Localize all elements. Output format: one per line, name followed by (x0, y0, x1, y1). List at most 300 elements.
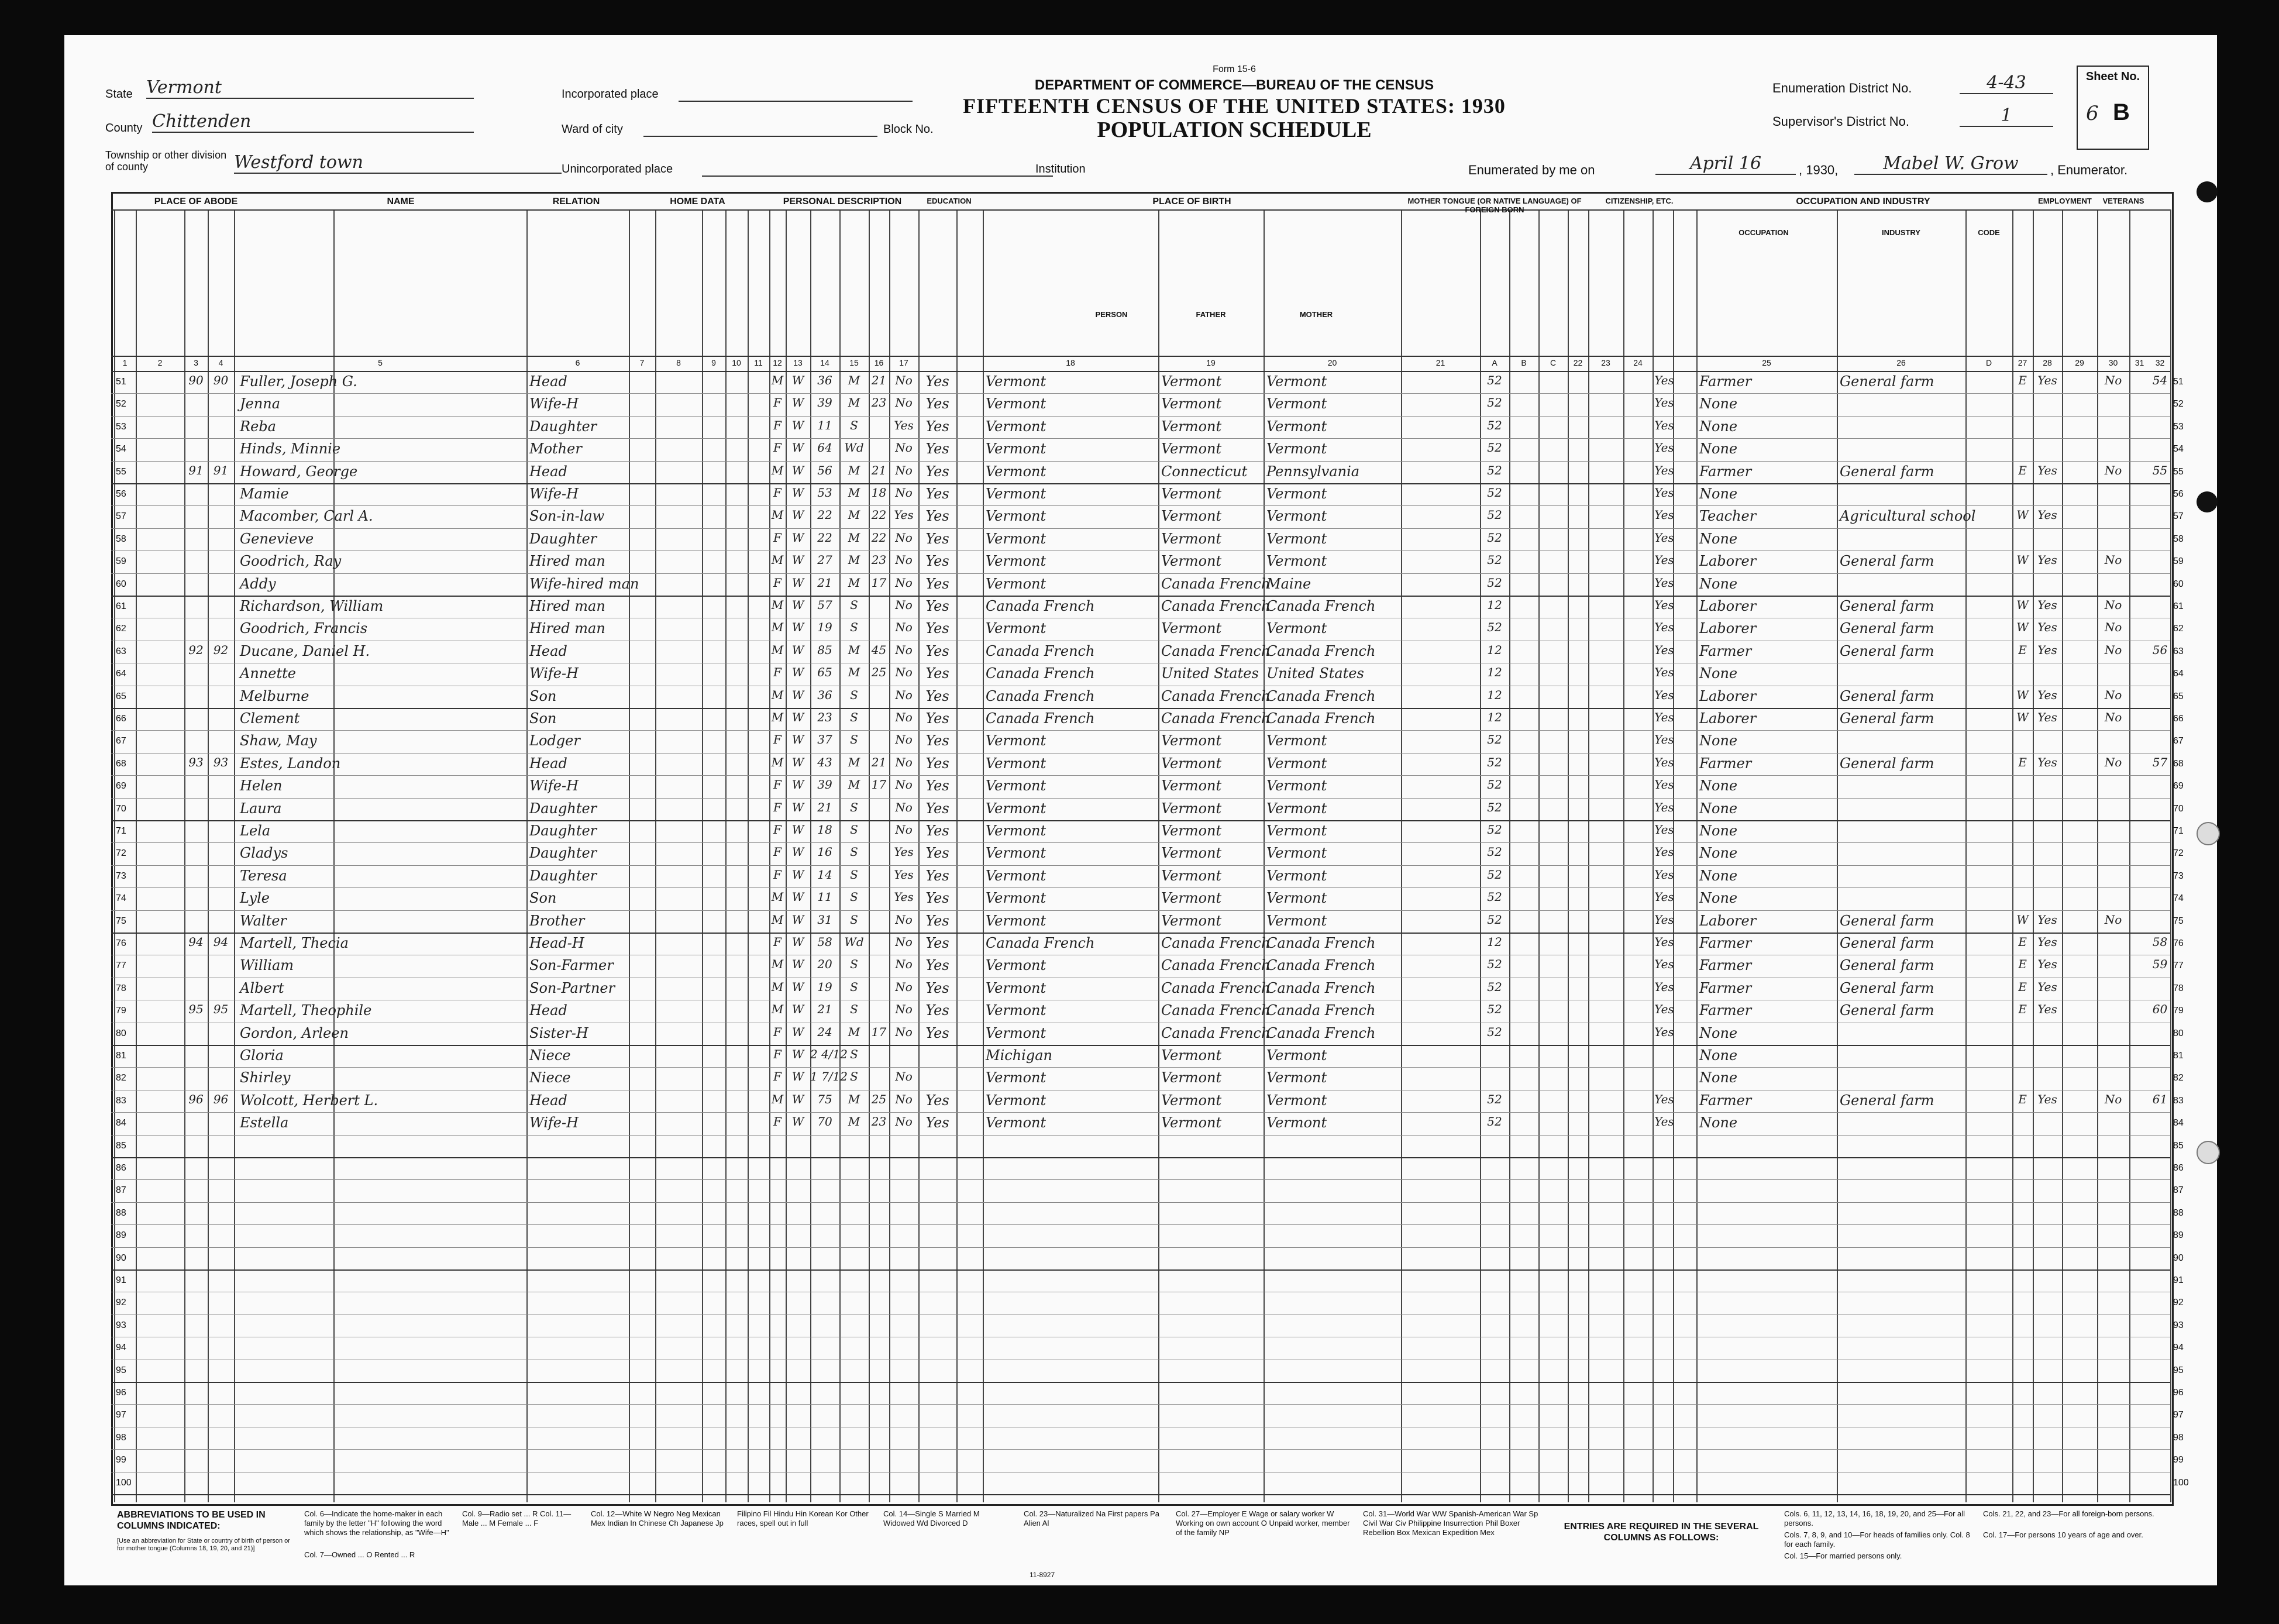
cell-bp: Vermont (986, 957, 1046, 974)
cell-age: 21 (817, 575, 832, 590)
cell-eng: Yes (1654, 508, 1674, 522)
cell-occ: Laborer (1699, 912, 1757, 929)
abbrev-col12b: Filipino Fil Hindu Hin Korean Kor Other races, spell out in full (737, 1509, 869, 1527)
cell-rel: Son-Farmer (529, 957, 614, 974)
cell-name: Albert (240, 979, 284, 996)
cell-sex: M (771, 463, 784, 477)
cell-fbp: Canada French (1161, 1024, 1271, 1041)
cell-emp: Yes (2037, 935, 2057, 949)
cell-cls: E (2018, 642, 2027, 657)
cell-bp: Vermont (986, 890, 1046, 907)
cell-code: 52 (1487, 395, 1502, 410)
cell-fbp: Vermont (1161, 845, 1222, 862)
cell-mbp: Canada French (1266, 687, 1376, 704)
line-number: 81 (116, 1051, 126, 1061)
cell-mar: S (850, 890, 858, 904)
cell-age: 22 (817, 530, 832, 545)
table-row (64, 550, 2217, 573)
line-number: 65 (116, 691, 126, 701)
cell-age: 24 (817, 1024, 832, 1039)
column-number: 17 (899, 358, 908, 367)
line-number: 64 (2173, 669, 2184, 679)
table-row (64, 753, 2217, 775)
cell-race: W (791, 935, 804, 949)
line-number: 84 (116, 1118, 126, 1128)
cell-fbp: Vermont (1161, 1047, 1222, 1064)
cell-mar: S (850, 1069, 858, 1084)
cell-mar: S (850, 1002, 858, 1017)
cell-emp: Yes (2037, 373, 2057, 387)
column-number: 8 (676, 358, 681, 367)
cell-race: W (791, 777, 804, 792)
cell-code: 52 (1487, 979, 1502, 994)
cell-occ: None (1699, 867, 1738, 884)
cell-name: Goodrich, Ray (240, 553, 342, 570)
cell-name: Annette (240, 665, 296, 682)
cell-fbp: Vermont (1161, 867, 1222, 884)
abbrev-col14: Col. 14—Single S Married M Widowed Wd Divorced D (883, 1509, 980, 1527)
cell-occ: Farmer (1699, 979, 1752, 996)
cell-code: 52 (1487, 508, 1502, 522)
cell-mar: M (848, 642, 860, 657)
cell-read: Yes (925, 845, 949, 862)
cell-sex: F (773, 1047, 782, 1061)
cell-age: 2 4/12 (810, 1047, 848, 1061)
cell-mar: S (850, 823, 858, 837)
abbrev-col12: Col. 12—White W Negro Neg Mexican Mex Indian In Chinese Ch Japanese Jp (591, 1509, 724, 1527)
cell-sch: No (895, 957, 913, 972)
line-number: 80 (2173, 1028, 2184, 1038)
cell-mbp: Vermont (1266, 732, 1327, 749)
cell-name: Martell, Thecia (240, 935, 349, 951)
line-number: 74 (2173, 893, 2184, 904)
cell-race: W (791, 441, 804, 455)
cell-name: Genevieve (240, 530, 314, 547)
cell-cls: W (2016, 710, 2029, 724)
cell-vet: No (2104, 687, 2122, 702)
table-row (64, 573, 2217, 596)
column-number: 10 (732, 358, 741, 367)
cell-eng: Yes (1654, 463, 1674, 477)
cell-farm: 58 (2152, 935, 2168, 949)
cell-race: W (791, 463, 804, 477)
cell-code: 52 (1487, 553, 1502, 567)
cell-sch: No (895, 463, 913, 477)
cell-ind: General farm (1840, 979, 1934, 996)
cell-rel: Head (529, 1092, 567, 1109)
enumerator-name: Mabel W. Grow (1854, 153, 2047, 175)
table-row (64, 461, 2217, 483)
cell-read: Yes (925, 935, 949, 951)
line-number: 90 (116, 1253, 126, 1263)
state-label: State (105, 88, 133, 101)
cell-sch: No (895, 732, 913, 747)
cell-code: 52 (1487, 463, 1502, 477)
row-rule (111, 1157, 2170, 1158)
cell-bp: Vermont (986, 1002, 1046, 1019)
cell-bp: Vermont (986, 441, 1046, 457)
cell-eng: Yes (1654, 687, 1674, 702)
cell-agem: 18 (871, 486, 887, 500)
cell-rel: Wife-H (529, 1114, 579, 1131)
column-number: 4 (218, 358, 223, 367)
cell-cls: E (2018, 935, 2027, 949)
cell-mbp: Vermont (1266, 867, 1327, 884)
cell-sch: No (895, 1069, 913, 1084)
line-number: 76 (2173, 938, 2184, 948)
cell-sex: M (771, 912, 784, 927)
cell-occ: Farmer (1699, 935, 1752, 951)
cell-emp: Yes (2037, 755, 2057, 769)
table-row (64, 596, 2217, 618)
cell-bp: Canada French (986, 598, 1095, 614)
cell-age: 75 (817, 1092, 832, 1106)
line-number: 68 (2173, 758, 2184, 769)
cell-agem: 23 (871, 1114, 887, 1129)
cell-rel: Son-Partner (529, 979, 615, 996)
cell-read: Yes (925, 530, 949, 547)
cell-fam: 91 (213, 463, 229, 477)
cell-name: Richardson, William (240, 598, 384, 614)
cell-ind: General farm (1840, 373, 1934, 390)
cell-occ: None (1699, 1024, 1738, 1041)
cell-bp: Vermont (986, 732, 1046, 749)
group-citizenship: CITIZENSHIP, ETC. (1605, 197, 1674, 205)
cell-eng: Yes (1654, 912, 1674, 927)
cell-eng: Yes (1654, 530, 1674, 545)
sd-label: Supervisor's District No. (1772, 114, 1910, 129)
cell-sch: No (895, 486, 913, 500)
column-number: 12 (773, 358, 782, 367)
cell-sex: F (773, 935, 782, 949)
cell-cls: E (2018, 957, 2027, 972)
cell-rel: Daughter (529, 845, 597, 862)
cell-age: 21 (817, 1002, 832, 1017)
cell-fam: 95 (213, 1002, 229, 1017)
column-number: 30 (2108, 358, 2118, 367)
cell-fbp: Vermont (1161, 1069, 1222, 1086)
cell-code: 52 (1487, 486, 1502, 500)
cell-read: Yes (925, 441, 949, 457)
line-number: 61 (2173, 601, 2184, 611)
cell-age: 16 (817, 845, 832, 859)
group-place-of-abode: PLACE OF ABODE (154, 197, 238, 207)
cell-sex: F (773, 665, 782, 680)
line-number: 99 (116, 1455, 126, 1465)
cell-bp: Vermont (986, 373, 1046, 390)
cell-rel: Head (529, 642, 567, 659)
cell-mbp: Canada French (1266, 642, 1376, 659)
sheet-number: 6 (2086, 102, 2099, 125)
cell-bp: Vermont (986, 418, 1046, 435)
cell-emp: Yes (2037, 620, 2057, 635)
cell-eng: Yes (1654, 665, 1674, 680)
cell-rel: Hired man (529, 598, 605, 614)
cell-age: 11 (817, 890, 832, 904)
cell-mar: M (848, 486, 860, 500)
cell-farm: 56 (2152, 642, 2168, 657)
line-number: 86 (2173, 1163, 2184, 1173)
ward-label: Ward of city (562, 123, 623, 136)
cell-fbp: Canada French (1161, 935, 1271, 951)
cell-race: W (791, 687, 804, 702)
cell-eng: Yes (1654, 642, 1674, 657)
cell-read: Yes (925, 620, 949, 637)
cell-race: W (791, 1069, 804, 1084)
cell-vet: No (2104, 553, 2122, 567)
group-personal-description: PERSONAL DESCRIPTION (783, 197, 902, 207)
cell-emp: Yes (2037, 1002, 2057, 1017)
cell-code: 52 (1487, 373, 1502, 387)
cell-occ: Laborer (1699, 620, 1757, 637)
row-rule (111, 1269, 2170, 1271)
cell-emp: Yes (2037, 957, 2057, 972)
cell-fbp: Connecticut (1161, 463, 1248, 480)
cell-emp: Yes (2037, 979, 2057, 994)
cell-code: 52 (1487, 823, 1502, 837)
subhead-code: CODE (1978, 228, 2000, 237)
line-number: 85 (2173, 1140, 2184, 1151)
cell-mar: S (850, 598, 858, 612)
cell-sch: No (895, 710, 913, 724)
line-number: 69 (2173, 781, 2184, 792)
line-number: 59 (2173, 556, 2184, 567)
cell-occ: None (1699, 890, 1738, 907)
entries-4: Col. 15—For married persons only. (1784, 1551, 1902, 1560)
cell-rel: Daughter (529, 823, 597, 839)
cell-age: 53 (817, 486, 832, 500)
cell-mar: M (848, 665, 860, 680)
cell-code: 52 (1487, 800, 1502, 814)
column-number: D (1985, 358, 1992, 367)
cell-name: Gladys (240, 845, 288, 862)
cell-occ: Farmer (1699, 373, 1752, 390)
cell-sex: F (773, 1114, 782, 1129)
cell-sex: F (773, 530, 782, 545)
cell-ind: General farm (1840, 755, 1934, 772)
cell-cls: E (2018, 463, 2027, 477)
line-number: 71 (116, 826, 126, 836)
cell-sch: No (895, 935, 913, 949)
cell-read: Yes (925, 642, 949, 659)
row-rule (111, 1247, 2170, 1248)
cell-sch: No (895, 642, 913, 657)
cell-cls: W (2016, 553, 2029, 567)
table-row (64, 887, 2217, 910)
cell-rel: Sister-H (529, 1024, 588, 1041)
cell-ind: General farm (1840, 912, 1934, 929)
cell-age: 85 (817, 642, 832, 657)
cell-fbp: Vermont (1161, 395, 1222, 412)
line-number: 78 (116, 983, 126, 993)
line-number: 61 (116, 601, 126, 611)
cell-sch: No (895, 1024, 913, 1039)
cell-read: Yes (925, 373, 949, 390)
schedule-title: POPULATION SCHEDULE (1097, 118, 1372, 142)
entries-3: Cols. 21, 22, and 23—For all foreign-born persons. (1983, 1509, 2154, 1518)
cell-bp: Canada French (986, 935, 1095, 951)
row-rule (111, 1224, 2170, 1225)
cell-fbp: Canada French (1161, 598, 1271, 614)
group-rule (111, 209, 2170, 211)
cell-ind: Agricultural school (1840, 508, 1976, 525)
cell-bp: Canada French (986, 710, 1095, 727)
cell-farm: 54 (2152, 373, 2168, 387)
line-number: 53 (116, 421, 126, 432)
cell-occ: None (1699, 418, 1738, 435)
cell-race: W (791, 845, 804, 859)
cell-occ: None (1699, 845, 1738, 862)
cell-sch: No (895, 441, 913, 455)
cell-bp: Canada French (986, 642, 1095, 659)
line-number: 56 (116, 489, 126, 499)
cell-sex: M (771, 553, 784, 567)
cell-age: 14 (817, 867, 832, 882)
cell-agem: 25 (871, 665, 887, 680)
column-number: 1 (122, 358, 128, 367)
cell-name: Lela (240, 823, 271, 839)
cell-bp: Vermont (986, 777, 1046, 794)
cell-emp: Yes (2037, 553, 2057, 567)
cell-sch: No (895, 687, 913, 702)
line-number: 66 (116, 714, 126, 724)
cell-age: 43 (817, 755, 832, 769)
cell-age: 20 (817, 957, 832, 972)
cell-fam: 93 (213, 755, 229, 769)
cell-race: W (791, 710, 804, 724)
cell-sex: F (773, 800, 782, 814)
cell-mar: M (848, 1092, 860, 1106)
cell-name: Martell, Theophile (240, 1002, 372, 1019)
subhead-industry: INDUSTRY (1882, 228, 1920, 237)
cell-sex: M (771, 755, 784, 769)
cell-read: Yes (925, 553, 949, 570)
cell-mbp: Vermont (1266, 418, 1327, 435)
cell-emp: Yes (2037, 598, 2057, 612)
cell-name: Helen (240, 777, 283, 794)
cell-ind: General farm (1840, 620, 1934, 637)
column-number: 21 (1435, 358, 1445, 367)
line-number: 87 (2173, 1185, 2184, 1196)
cell-name: Macomber, Carl A. (240, 508, 373, 525)
cell-sex: M (771, 1092, 784, 1106)
column-number: 22 (1573, 358, 1583, 367)
cell-age: 11 (817, 418, 832, 432)
table-row (64, 1045, 2217, 1067)
group-home-data: HOME DATA (670, 197, 725, 207)
cell-mbp: Canada French (1266, 1002, 1376, 1019)
cell-occ: None (1699, 530, 1738, 547)
abbrev-col9: Col. 9—Radio set ... R Col. 11—Male ... M Female ... F (462, 1509, 572, 1527)
ed-label: Enumeration District No. (1772, 81, 1912, 95)
cell-agem: 22 (871, 508, 887, 522)
cell-bp: Vermont (986, 912, 1046, 929)
line-number: 96 (2173, 1388, 2184, 1398)
cell-sch: No (895, 800, 913, 814)
column-number: 29 (2075, 358, 2084, 367)
table-row (64, 416, 2217, 438)
cell-code: 52 (1487, 777, 1502, 792)
cell-mbp: Pennsylvania (1266, 463, 1360, 480)
cell-bp: Vermont (986, 463, 1046, 480)
column-number: 16 (874, 358, 884, 367)
cell-sch: No (895, 755, 913, 769)
line-number: 75 (116, 916, 126, 926)
line-number: 73 (116, 871, 126, 881)
cell-fbp: Vermont (1161, 530, 1222, 547)
line-number: 91 (2173, 1275, 2184, 1285)
cell-rel: Daughter (529, 530, 597, 547)
cell-race: W (791, 800, 804, 814)
cell-emp: Yes (2037, 912, 2057, 927)
cell-eng: Yes (1654, 935, 1674, 949)
cell-fam: 94 (213, 935, 229, 949)
entries-5: Col. 17—For persons 10 years of age and over. (1983, 1530, 2143, 1539)
cell-ind: General farm (1840, 642, 1934, 659)
line-number: 77 (2173, 961, 2184, 971)
table-row (64, 505, 2217, 528)
cell-eng: Yes (1654, 1002, 1674, 1017)
table-row (64, 708, 2217, 730)
cell-code: 52 (1487, 732, 1502, 747)
table-row (64, 483, 2217, 505)
cell-read: Yes (925, 777, 949, 794)
group-mother-tongue: MOTHER TONGUE (OR NATIVE LANGUAGE) OF FOREIGN BORN (1407, 197, 1582, 214)
cell-read: Yes (925, 1024, 949, 1041)
line-number: 63 (116, 646, 126, 656)
cell-fbp: Vermont (1161, 553, 1222, 570)
enumerated-year: , 1930, (1799, 163, 1839, 177)
cell-fbp: Vermont (1161, 620, 1222, 637)
form-number: Form 15-6 (1213, 64, 1256, 74)
cell-occ: Farmer (1699, 1092, 1752, 1109)
cell-read: Yes (925, 508, 949, 525)
cell-name: Howard, George (240, 463, 358, 480)
cell-mbp: Vermont (1266, 553, 1327, 570)
cell-mbp: Vermont (1266, 823, 1327, 839)
cell-occ: None (1699, 1069, 1738, 1086)
cell-mbp: Vermont (1266, 1114, 1327, 1131)
cell-code: 52 (1487, 1024, 1502, 1039)
table-row (64, 686, 2217, 708)
cell-sch: No (895, 598, 913, 612)
line-number: 98 (116, 1432, 126, 1443)
cell-dw: 92 (188, 642, 204, 657)
cell-mar: M (848, 1114, 860, 1129)
cell-sch: No (895, 395, 913, 410)
cell-ind: General farm (1840, 553, 1934, 570)
cell-dw: 95 (188, 1002, 204, 1017)
cell-sex: M (771, 890, 784, 904)
cell-sex: F (773, 418, 782, 432)
table-row (64, 1023, 2217, 1045)
cell-read: Yes (925, 486, 949, 502)
cell-sch: No (895, 373, 913, 387)
line-number: 79 (2173, 1006, 2184, 1016)
cell-read: Yes (925, 687, 949, 704)
cell-vet: No (2104, 912, 2122, 927)
table-row (64, 933, 2217, 955)
cell-dw: 93 (188, 755, 204, 769)
cell-age: 39 (817, 777, 832, 792)
line-number: 67 (2173, 736, 2184, 746)
cell-rel: Daughter (529, 418, 597, 435)
cell-race: W (791, 1002, 804, 1017)
cell-name: Jenna (240, 395, 281, 412)
group-employment: EMPLOYMENT (2038, 197, 2092, 205)
cell-fbp: Vermont (1161, 777, 1222, 794)
line-number: 56 (2173, 489, 2184, 499)
